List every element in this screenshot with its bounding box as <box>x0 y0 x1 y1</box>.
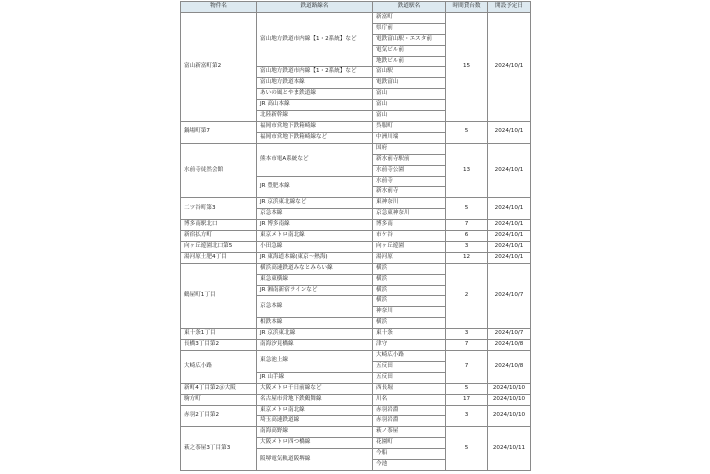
station-name: 富山 <box>373 89 446 100</box>
opening-date: 2024/10/1 <box>488 121 531 143</box>
railway-line: 小田急線 <box>257 241 373 252</box>
header-line: 鉄道路線名 <box>257 2 373 13</box>
table-row <box>181 12 531 23</box>
railway-line: 相鉄本線 <box>257 318 373 329</box>
header-row <box>181 2 531 13</box>
station-name: 電鉄富山駅・エスタ前 <box>373 34 446 45</box>
opening-date: 2024/10/1 <box>488 198 531 220</box>
opening-date: 2024/10/10 <box>488 405 531 427</box>
station-name: 花園町 <box>373 438 446 449</box>
opening-date: 2024/10/1 <box>488 220 531 231</box>
opening-date: 2024/10/10 <box>488 394 531 405</box>
property-name: 新宿払方町 <box>181 231 257 242</box>
header-property: 物件名 <box>181 2 257 13</box>
opening-date: 2024/10/10 <box>488 383 531 394</box>
station-name: 赤羽岩淵 <box>373 405 446 416</box>
station-name: 西長堀 <box>373 383 446 394</box>
property-name: 新町4丁目第2＠大阪 <box>181 383 257 394</box>
opening-date: 2024/10/7 <box>488 329 531 340</box>
railway-line: 南海汐見橋線 <box>257 340 373 351</box>
table-row <box>181 405 531 416</box>
property-name: 赤羽2丁目第2 <box>181 405 257 427</box>
railway-line: 大阪メトロ四つ橋線 <box>257 438 373 449</box>
opening-date: 2024/10/1 <box>488 241 531 252</box>
railway-line: 熊本市電A系統など <box>257 143 373 176</box>
hourly-spaces-count: 17 <box>446 394 488 405</box>
table-body <box>181 12 531 470</box>
property-name: 二ツ谷町第3 <box>181 198 257 220</box>
table-row <box>181 121 531 132</box>
station-name: 地鉄ビル前 <box>373 56 446 67</box>
station-name: 萩ノ茶屋 <box>373 427 446 438</box>
station-name: 電気ビル前 <box>373 45 446 56</box>
property-name: 萩之茶屋3丁目第3 <box>181 427 257 471</box>
hourly-spaces-count: 3 <box>446 405 488 427</box>
property-name: 鍋場町第7 <box>181 121 257 143</box>
station-name: 国府 <box>373 143 446 154</box>
hourly-spaces-count: 5 <box>446 383 488 394</box>
property-name: 博多南駅北口 <box>181 220 257 231</box>
hourly-spaces-count: 7 <box>446 351 488 384</box>
railway-line: 埼玉高速鉄道線 <box>257 416 373 427</box>
hourly-spaces-count: 3 <box>446 241 488 252</box>
station-name: 大崎広小路 <box>373 351 446 362</box>
hourly-spaces-count: 5 <box>446 121 488 143</box>
station-name: 今船 <box>373 449 446 460</box>
hourly-spaces-count: 13 <box>446 143 488 198</box>
railway-line: 名古屋市営地下鉄鶴舞線 <box>257 394 373 405</box>
station-name: 新水前寺 <box>373 187 446 198</box>
hourly-spaces-count: 7 <box>446 340 488 351</box>
opening-date: 2024/10/1 <box>488 252 531 263</box>
station-name: 五反田 <box>373 361 446 372</box>
table-row <box>181 198 531 209</box>
table-row <box>181 252 531 263</box>
railway-line: あいの風とやま鉄道線 <box>257 89 373 100</box>
property-name: 鶴屋町1丁目 <box>181 263 257 328</box>
property-name: 大崎広小路 <box>181 351 257 384</box>
station-name: 県庁前 <box>373 23 446 34</box>
railway-line: 横浜高速鉄道みなとみらい線 <box>257 263 373 274</box>
table-row <box>181 220 531 231</box>
opening-date: 2024/10/7 <box>488 263 531 328</box>
table-row <box>181 329 531 340</box>
railway-line: JR 湘南新宿ラインなど <box>257 285 373 296</box>
railway-line: 福岡市営地下鉄箱崎線 <box>257 121 373 132</box>
hourly-spaces-count: 5 <box>446 198 488 220</box>
station-name: 京急東神奈川 <box>373 209 446 220</box>
opening-date: 2024/10/1 <box>488 143 531 198</box>
property-name: 東十条1丁目 <box>181 329 257 340</box>
property-name: 富山新富町第2 <box>181 12 257 121</box>
header-date: 開設予定日 <box>488 2 531 13</box>
railway-line: JR 東海道本線(東京～熱海) <box>257 252 373 263</box>
railway-line: JR 京浜東北線 <box>257 329 373 340</box>
railway-line: 北陸新幹線 <box>257 111 373 122</box>
header-station: 鉄道駅名 <box>373 2 446 13</box>
table-row <box>181 394 531 405</box>
railway-line: JR 博多南線 <box>257 220 373 231</box>
railway-line: 富山地方鉄道本線 <box>257 78 373 89</box>
railway-line: JR 山手線 <box>257 372 373 383</box>
railway-line: 京急本線 <box>257 296 373 318</box>
station-name: 横浜 <box>373 296 446 307</box>
table-row <box>181 143 531 154</box>
hourly-spaces-count: 7 <box>446 220 488 231</box>
property-name: 向ヶ丘遊園北口第5 <box>181 241 257 252</box>
station-name: 中洲川端 <box>373 132 446 143</box>
station-name: 市ケ谷 <box>373 231 446 242</box>
railway-line: 富山地方鉄道市内線【1・2系統】など <box>257 12 373 67</box>
railway-line: 阪堺電気軌道阪堺線 <box>257 449 373 471</box>
station-name: 横浜 <box>373 263 446 274</box>
hourly-spaces-count: 5 <box>446 427 488 471</box>
railway-line: 東急東横線 <box>257 274 373 285</box>
hourly-spaces-count: 3 <box>446 329 488 340</box>
station-name: 赤羽岩淵 <box>373 416 446 427</box>
property-name: 湯河原土肥4丁目 <box>181 252 257 263</box>
station-name: 向ヶ丘遊園 <box>373 241 446 252</box>
hourly-spaces-count: 15 <box>446 12 488 121</box>
header-count: 時間貸台数 <box>446 2 488 13</box>
railway-line: 富山地方鉄道市内線【1・2系統】など <box>257 67 373 78</box>
station-name: 新水前寺駅前 <box>373 154 446 165</box>
property-name: 水前寺徒然会館 <box>181 143 257 198</box>
station-name: 東神奈川 <box>373 198 446 209</box>
station-name: 富山 <box>373 111 446 122</box>
station-name: 水前寺 <box>373 176 446 187</box>
station-name: 富山 <box>373 100 446 111</box>
railway-line: JR 高山本線 <box>257 100 373 111</box>
opening-date: 2024/10/8 <box>488 351 531 384</box>
railway-line: JR 豊肥本線 <box>257 176 373 198</box>
table-row <box>181 241 531 252</box>
railway-line: 東京メトロ南北線 <box>257 231 373 242</box>
station-name: 横浜 <box>373 274 446 285</box>
parking-openings-table <box>180 1 531 471</box>
table-row <box>181 340 531 351</box>
station-name: 電鉄富山 <box>373 78 446 89</box>
hourly-spaces-count: 12 <box>446 252 488 263</box>
railway-line: 京急本線 <box>257 209 373 220</box>
property-name: 駒方町 <box>181 394 257 405</box>
station-name: 今池 <box>373 460 446 471</box>
station-name: 湯河原 <box>373 252 446 263</box>
station-name: 富山駅 <box>373 67 446 78</box>
opening-date: 2024/10/1 <box>488 231 531 242</box>
station-name: 横浜 <box>373 318 446 329</box>
station-name: 五反田 <box>373 372 446 383</box>
station-name: 川名 <box>373 394 446 405</box>
railway-line: 福岡市営地下鉄箱崎線など <box>257 132 373 143</box>
station-name: 新富町 <box>373 12 446 23</box>
table-row <box>181 263 531 274</box>
table-row <box>181 383 531 394</box>
table-row <box>181 351 531 362</box>
opening-date: 2024/10/8 <box>488 340 531 351</box>
opening-date: 2024/10/11 <box>488 427 531 471</box>
station-name: 呉服町 <box>373 121 446 132</box>
hourly-spaces-count: 2 <box>446 263 488 328</box>
property-name: 長橋3丁目第2 <box>181 340 257 351</box>
station-name: 神奈川 <box>373 307 446 318</box>
station-name: 東十条 <box>373 329 446 340</box>
railway-line: JR 京浜東北線など <box>257 198 373 209</box>
railway-line: 南海高野線 <box>257 427 373 438</box>
station-name: 博多南 <box>373 220 446 231</box>
railway-line: 東急池上線 <box>257 351 373 373</box>
railway-line: 大阪メトロ千日前線など <box>257 383 373 394</box>
station-name: 水前寺公園 <box>373 165 446 176</box>
railway-line: 東京メトロ南北線 <box>257 405 373 416</box>
station-name: 津守 <box>373 340 446 351</box>
opening-date: 2024/10/1 <box>488 12 531 121</box>
table-row <box>181 231 531 242</box>
station-name: 横浜 <box>373 285 446 296</box>
table-row <box>181 427 531 438</box>
hourly-spaces-count: 6 <box>446 231 488 242</box>
